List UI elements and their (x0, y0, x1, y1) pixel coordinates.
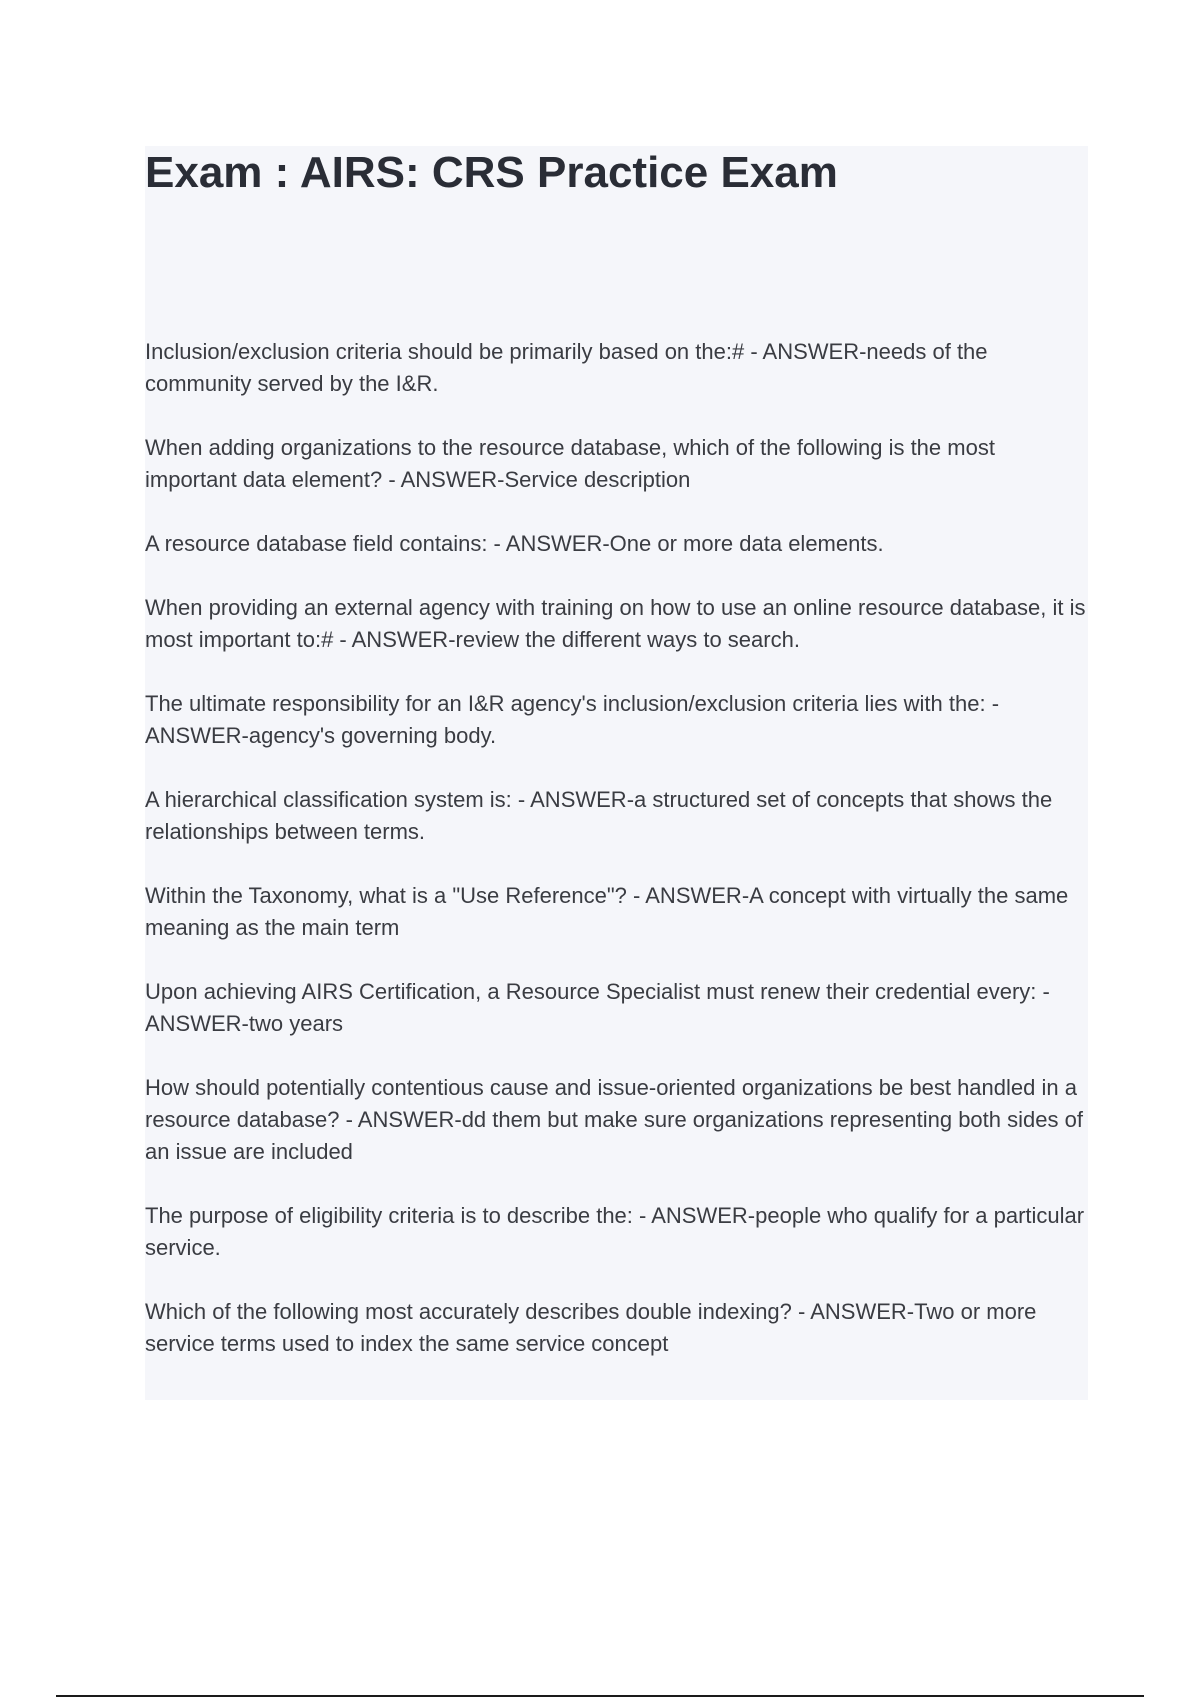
page-title: Exam : AIRS: CRS Practice Exam (145, 148, 838, 197)
qa-item: Upon achieving AIRS Certification, a Resource Specialist must renew their credential every: - ANSWER-two years (145, 979, 1050, 1036)
qa-item: A hierarchical classification system is: - ANSWER-a structured set of concepts that shows the relationships between terms. (145, 787, 1053, 844)
qa-item: Which of the following most accurately describes double indexing? - ANSWER-Two or more service terms used to index the same service concept (145, 1299, 1037, 1356)
page-bottom-rule (56, 1695, 1144, 1697)
qa-item: The purpose of eligibility criteria is to describe the: - ANSWER-people who qualify for a particular service. (145, 1203, 1085, 1260)
document-content-block (145, 146, 1088, 1400)
qa-item: When adding organizations to the resource database, which of the following is the most important data element? - ANSWER-Service description (145, 435, 995, 492)
question-answer-list (145, 336, 1088, 1392)
qa-item: Inclusion/exclusion criteria should be primarily based on the:# - ANSWER-needs of the community served by the I&R. (145, 339, 988, 396)
qa-item: The ultimate responsibility for an I&R agency's inclusion/exclusion criteria lies with the: - ANSWER-agency's governing body. (145, 691, 1000, 748)
qa-item: When providing an external agency with training on how to use an online resource database, it is most important to:# - ANSWER-review the different ways to search. (145, 595, 1086, 652)
qa-item: Within the Taxonomy, what is a "Use Reference"? - ANSWER-A concept with virtually the same meaning as the main term (145, 883, 1069, 940)
qa-item: A resource database field contains: - ANSWER-One or more data elements. (145, 531, 884, 556)
qa-item: How should potentially contentious cause and issue-oriented organizations be best handled in a resource database? - ANSWER-dd them but make sure organizations representing both sides of an issue are included (145, 1075, 1083, 1164)
